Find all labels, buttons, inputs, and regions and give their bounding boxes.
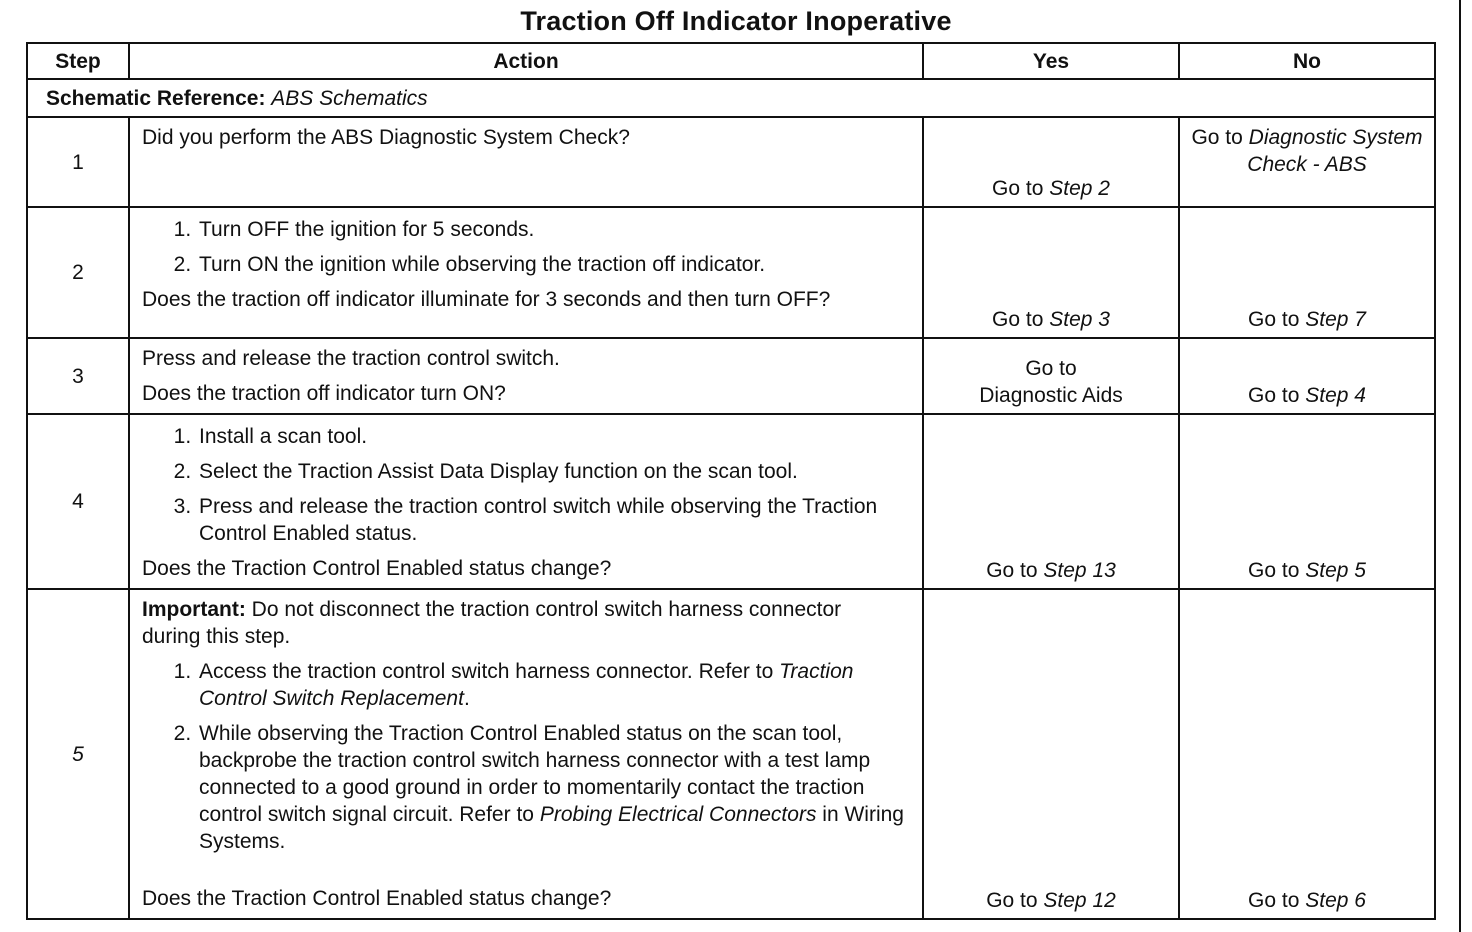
action-cell: [129, 338, 923, 414]
action-cell: [129, 207, 923, 338]
step-row: [27, 117, 1435, 207]
action-cell: [129, 414, 923, 589]
header-action: Action: [129, 43, 923, 79]
no-step-link[interactable]: Diagnostic System Check - ABS: [1247, 126, 1423, 176]
yes-prefix: Go to: [1025, 357, 1077, 380]
yes-step-link[interactable]: Step 3: [1049, 308, 1110, 331]
step-row: [27, 338, 1435, 414]
step-row: [27, 414, 1435, 589]
action-question: Does the traction off indicator illuminate for 3 seconds and then turn OFF?: [142, 288, 831, 311]
page-edge-rule: [1459, 0, 1461, 932]
action-step-item: 2. Select the Traction Assist Data Display function on the scan tool.: [197, 458, 910, 485]
no-cell[interactable]: [1179, 117, 1435, 207]
header-row: [27, 43, 1435, 79]
schematic-reference-link[interactable]: ABS Schematics: [271, 86, 428, 110]
important-label: Important:: [142, 598, 246, 621]
no-prefix: Go to: [1248, 889, 1300, 912]
no-prefix: Go to: [1248, 308, 1300, 331]
yes-diagnostic-aids-link[interactable]: Diagnostic Aids: [979, 384, 1123, 407]
important-note: [142, 596, 872, 650]
page-title: Traction Off Indicator Inoperative: [520, 6, 952, 36]
no-prefix: Go to: [1248, 384, 1300, 407]
action-step-item: 2. Turn ON the ignition while observing the traction off indicator.: [197, 251, 910, 278]
step-number: 4: [27, 414, 129, 589]
step-number: 5: [27, 589, 129, 919]
step-number: 2: [27, 207, 129, 338]
traction-control-switch-replacement-link[interactable]: Traction Control Switch Replacement: [199, 660, 854, 710]
important-text: Do not disconnect the traction control switch harness connector during this step.: [142, 598, 842, 648]
step-number: 3: [27, 338, 129, 414]
yes-prefix: Go to: [992, 308, 1044, 331]
schematic-reference-label: Schematic Reference:: [46, 86, 266, 110]
schematic-reference-row: [27, 79, 1435, 117]
yes-prefix: Go to: [986, 559, 1038, 582]
diagnostic-table: [26, 42, 1436, 920]
action-cell: [129, 589, 923, 919]
header-no: No: [1179, 43, 1435, 79]
no-step-link[interactable]: Step 4: [1305, 384, 1366, 407]
action-steps-list: [142, 658, 910, 855]
action-steps-list: [142, 216, 910, 278]
header-step: Step: [27, 43, 129, 79]
action-question: Does the Traction Control Enabled status change?: [142, 557, 612, 580]
spacer: [142, 863, 910, 885]
action-step-item: 3. Press and release the traction control switch while observing the Traction Control Enabled status.: [197, 493, 910, 547]
action-step-item: [197, 720, 910, 855]
action-step-item: 1. Install a scan tool.: [197, 423, 910, 450]
action-instruction: Press and release the traction control switch.: [142, 347, 560, 370]
step-item-end: .: [463, 687, 470, 710]
yes-prefix: Go to: [986, 889, 1038, 912]
yes-cell[interactable]: [923, 414, 1179, 589]
step-number: 1: [27, 117, 129, 207]
action-question: Does the traction off indicator turn ON?: [142, 382, 506, 405]
step-row: [27, 207, 1435, 338]
no-prefix: Go to: [1248, 559, 1300, 582]
yes-cell[interactable]: [923, 117, 1179, 207]
action-step-item: [197, 658, 910, 712]
schematic-reference: [27, 79, 1435, 117]
action-step-item: 1. Turn OFF the ignition for 5 seconds.: [197, 216, 910, 243]
no-step-link[interactable]: Step 5: [1305, 559, 1366, 582]
yes-step-link[interactable]: Step 2: [1049, 177, 1110, 200]
no-cell[interactable]: [1179, 338, 1435, 414]
no-cell[interactable]: [1179, 207, 1435, 338]
no-cell[interactable]: [1179, 414, 1435, 589]
step-row: [27, 589, 1435, 919]
no-step-link[interactable]: Step 6: [1305, 889, 1366, 912]
action-cell: [129, 117, 923, 207]
yes-step-link[interactable]: Step 12: [1043, 889, 1116, 912]
probing-electrical-connectors-link[interactable]: Probing Electrical Connectors: [539, 803, 817, 826]
yes-prefix: Go to: [992, 177, 1044, 200]
step-item-text: While observing the Traction Control Enabled status on the scan tool, backprobe the traction control switch harness connector with a test lamp connected to a good ground in order to momentarily contact the traction control switch signal circuit. Refer to: [199, 722, 871, 826]
action-question: Did you perform the ABS Diagnostic System Check?: [142, 126, 630, 149]
no-step-link[interactable]: Step 7: [1305, 308, 1366, 331]
yes-cell[interactable]: [923, 589, 1179, 919]
no-prefix: Go to: [1191, 126, 1243, 149]
action-question: Does the Traction Control Enabled status change?: [142, 887, 612, 910]
yes-cell[interactable]: [923, 207, 1179, 338]
action-steps-list: [142, 423, 910, 547]
yes-cell[interactable]: [923, 338, 1179, 414]
no-cell[interactable]: [1179, 589, 1435, 919]
step-item-text: Access the traction control switch harness connector. Refer to: [199, 660, 774, 683]
header-yes: Yes: [923, 43, 1179, 79]
step-item-end: in Wiring Systems.: [199, 803, 904, 853]
yes-step-link[interactable]: Step 13: [1043, 559, 1116, 582]
